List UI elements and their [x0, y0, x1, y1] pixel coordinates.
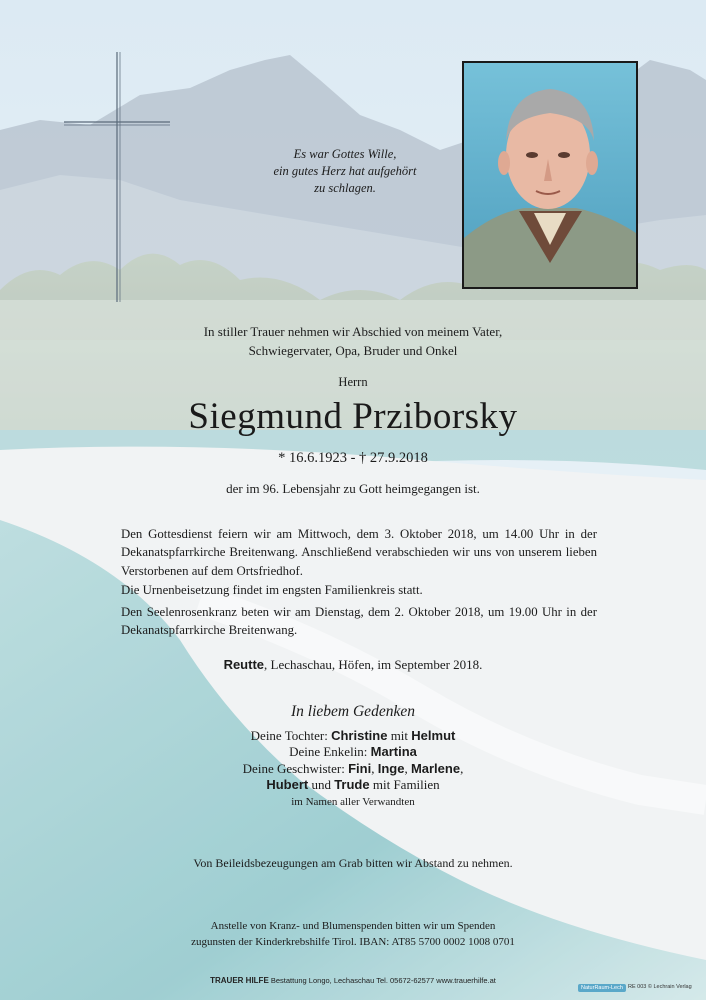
funeral-paragraph: Den Gottesdienst feiern wir am Mittwoch, dem 3. Oktober 2018, um 14.00 Uhr in der Dekanatspfarrkirche Breitenwang. Anschließend verabschieden wir uns von unserem lieben Verstorbenen auf dem Ortsfriedhof. — [121, 527, 597, 578]
verse-line-3: zu schlagen. — [314, 181, 376, 195]
und-text: und — [308, 777, 335, 793]
donation-note — [120, 918, 586, 950]
place-name: Reutte — [223, 657, 265, 672]
age-line: der im 96. Lebensjahr zu Gott heimgegangen ist. — [226, 481, 480, 496]
naturraum-badge: NaturRaum-Lech — [578, 984, 626, 992]
intro-text — [120, 322, 586, 360]
verse-line-1: Es war Gottes Wille, — [293, 147, 397, 161]
daughter-name: Christine — [331, 728, 388, 743]
intro-line-1: In stiller Trauer nehmen wir Abschied von meinem Vater, — [203, 324, 503, 339]
life-dates: * 16.6.1923 - † 27.9.2018 — [278, 450, 428, 466]
footer-text: Bestattung Longo, Lechaschau Tel. 05672-62577 www.trauerhilfe.at — [268, 976, 496, 985]
son-in-law-name: Helmut — [411, 728, 456, 743]
mourner-line-grandchild — [120, 744, 586, 760]
publisher-credit: RE 003 © Lechrain Verlag — [628, 984, 692, 990]
sibling-name: Marlene — [410, 760, 461, 776]
donation-line-1: Anstelle von Kranz- und Blumenspenden bitten wir um Spenden — [210, 920, 496, 932]
intro-line-2: Schwiegervater, Opa, Bruder und Onkel — [248, 343, 458, 358]
grandchild-name: Martina — [370, 744, 417, 760]
place-date — [120, 657, 586, 673]
salutation: Herrn — [338, 375, 368, 389]
verse-line-2: ein gutes Herz hat aufgehört — [273, 164, 417, 178]
deceased-name: Siegmund Prziborsky — [188, 396, 518, 437]
sibling-name: Hubert — [266, 777, 309, 793]
separator: , — [371, 760, 378, 776]
condolence-note: Von Beileidsbezeugungen am Grab bitten wir Abstand zu nehmen. — [193, 856, 513, 870]
verse — [210, 146, 480, 197]
sibling-name: Trude — [334, 777, 370, 793]
mourner-line-daughter — [120, 728, 586, 744]
daughter-label: Deine Tochter: — [250, 728, 332, 743]
mourner-line-siblings — [120, 761, 586, 777]
sibling-name: Inge — [377, 760, 405, 776]
separator: , — [460, 760, 464, 776]
portrait-photo — [462, 61, 638, 289]
memorial-title: In liebem Gedenken — [291, 703, 415, 720]
urn-paragraph: Die Urnenbeisetzung findet im engsten Familienkreis statt. — [121, 583, 423, 597]
mit-text: mit — [387, 728, 412, 743]
cross-icon — [64, 52, 170, 304]
mourner-line-siblings-2 — [120, 777, 586, 793]
mourners-list — [120, 728, 586, 810]
sibling-name: Fini — [348, 760, 372, 776]
place-date-rest: , Lechaschau, Höfen, im September 2018. — [264, 657, 483, 672]
separator: , — [404, 760, 411, 776]
rosary-paragraph: Den Seelenrosenkranz beten wir am Dienstag, dem 2. Oktober 2018, um 19.00 Uhr in der Dekanatspfarrkirche Breitenwang. — [121, 605, 597, 638]
families-text: mit Familien — [369, 777, 440, 793]
donation-line-2: zugunsten der Kinderkrebshilfe Tirol. IBAN: AT85 5700 0002 1008 0701 — [191, 936, 515, 948]
grandchild-label: Deine Enkelin: — [289, 744, 371, 760]
footer-brand: TRAUER HILFE — [210, 976, 269, 985]
relatives-line: im Namen aller Verwandten — [291, 795, 415, 808]
siblings-label: Deine Geschwister: — [242, 760, 349, 776]
